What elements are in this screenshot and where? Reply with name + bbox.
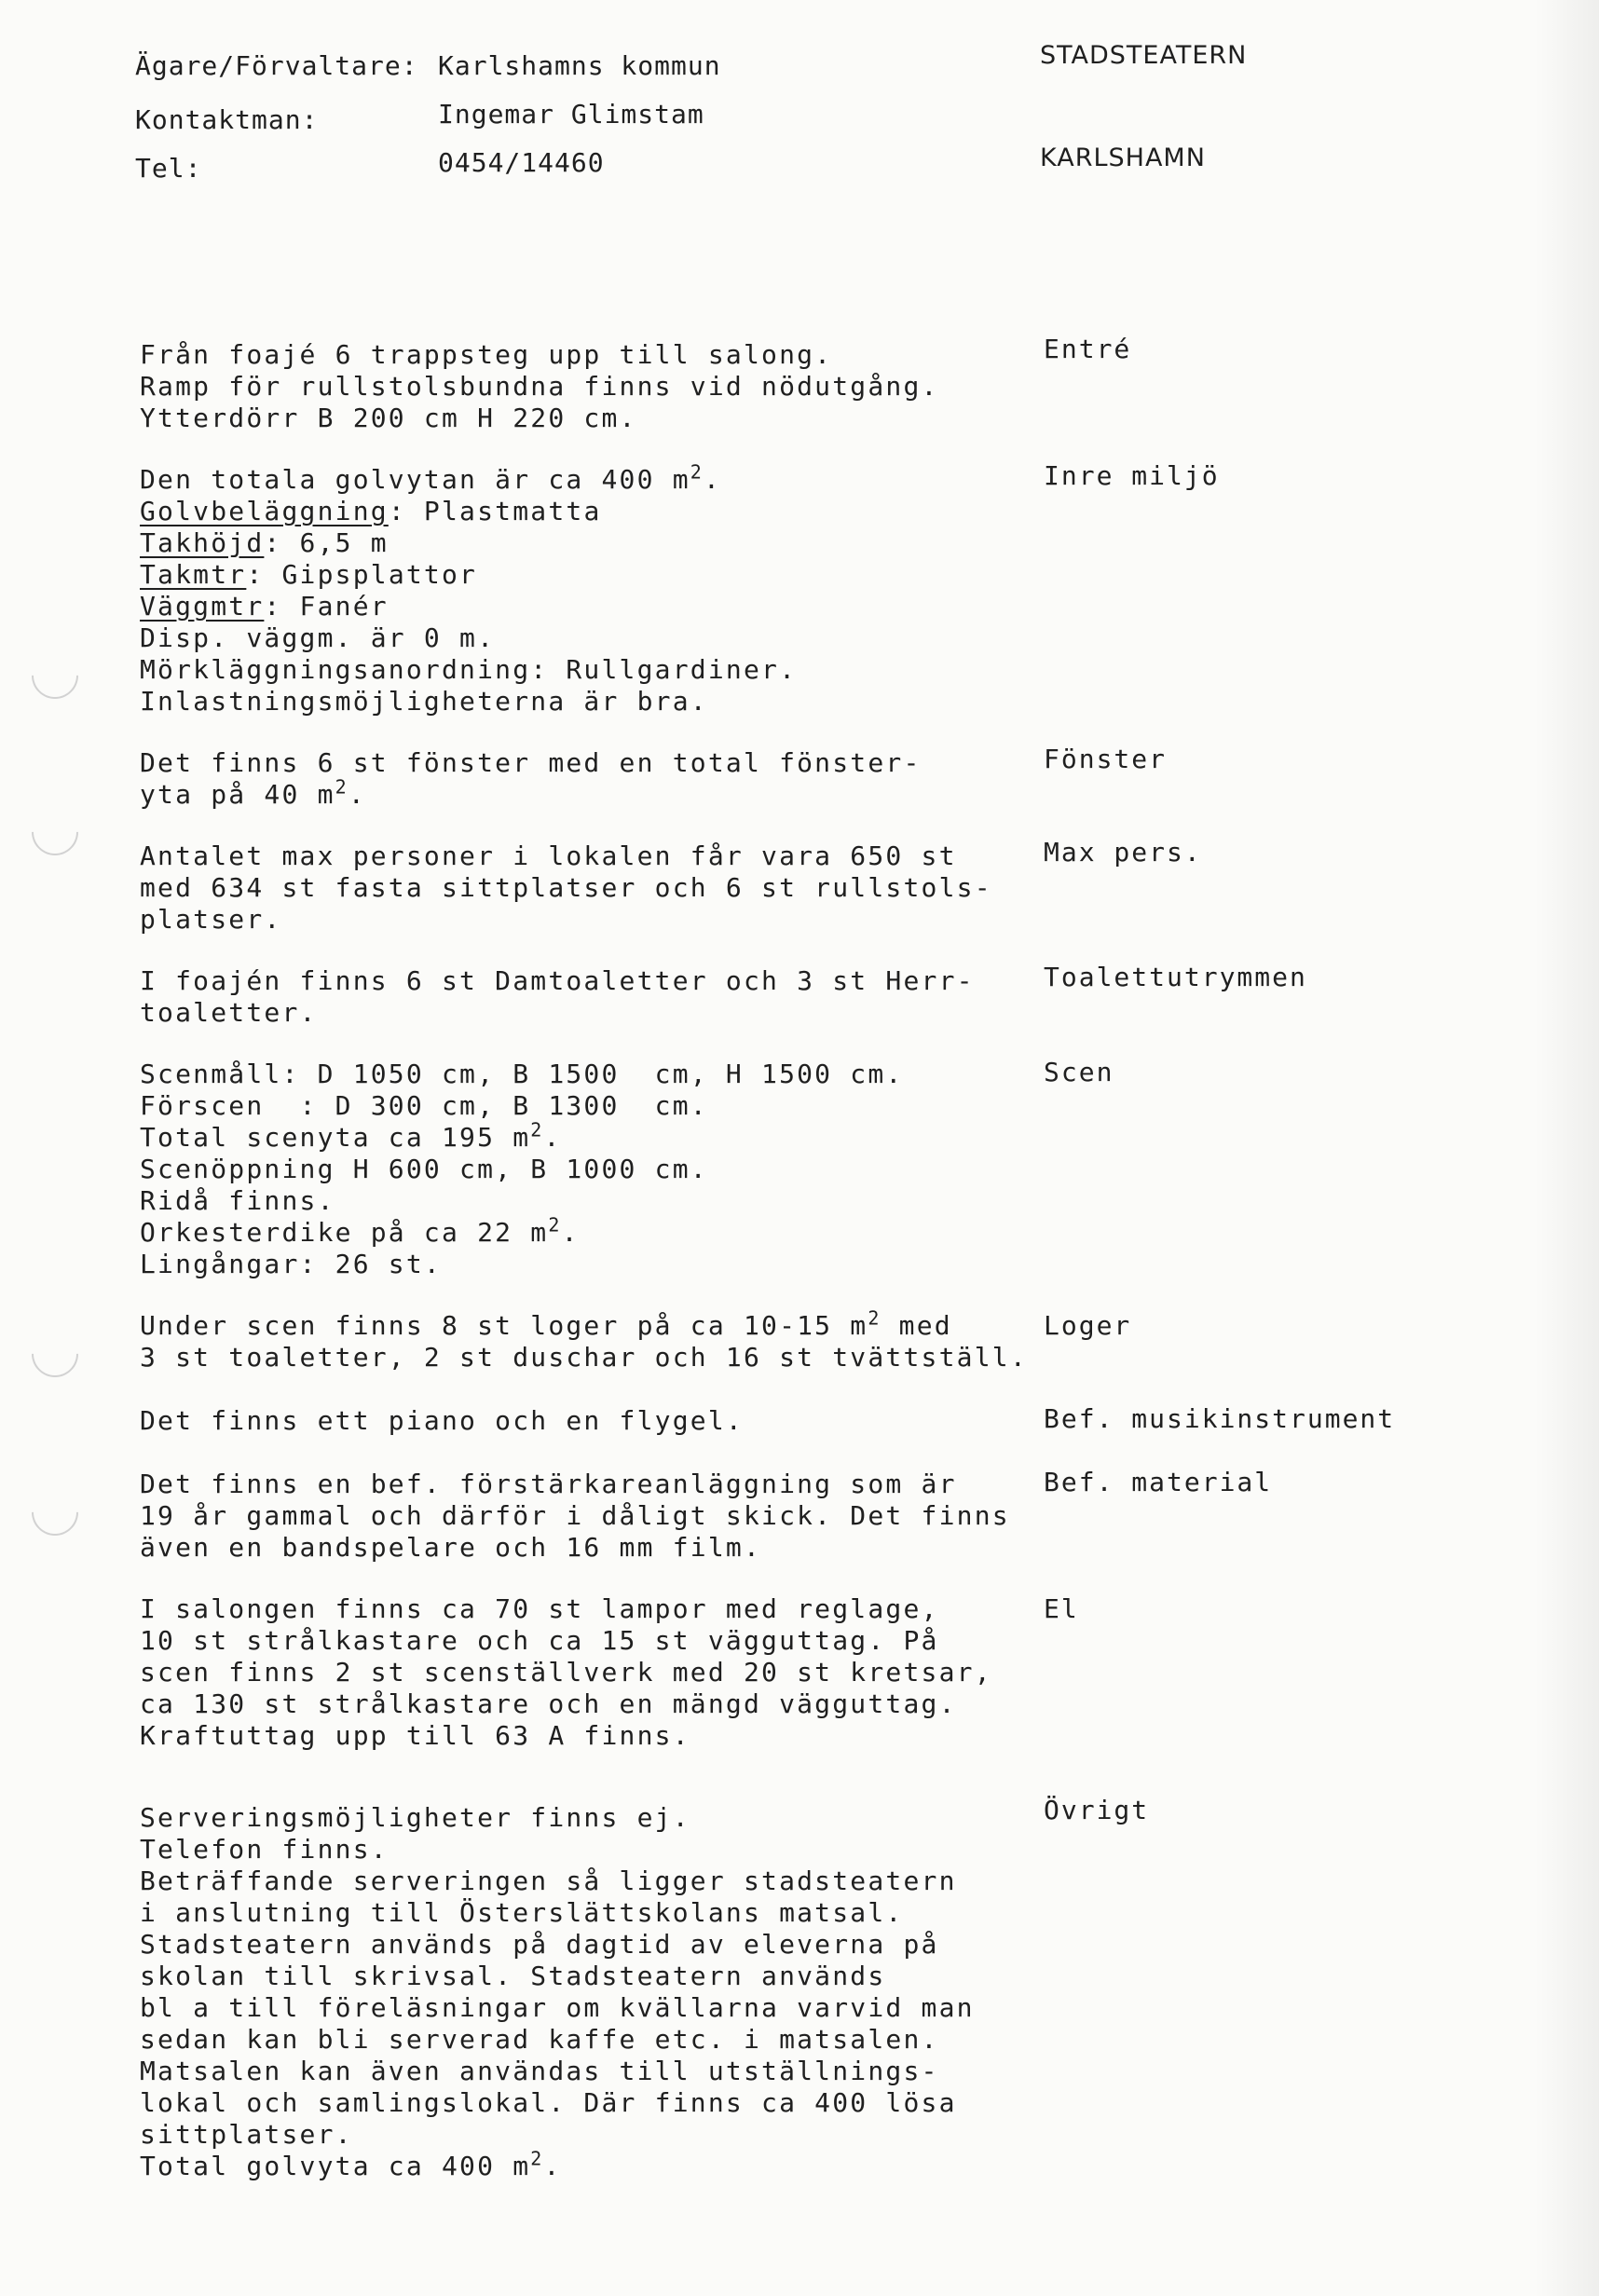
- inre-line-4: [140, 559, 1034, 591]
- superscript: 2: [530, 1118, 544, 1141]
- label-el: El: [1044, 1593, 1079, 1624]
- label-toaletter: Toalettutrymmen: [1044, 962, 1307, 992]
- owner-label: Ägare/Förvaltare:: [135, 50, 418, 81]
- scen-line-1: Scenmåll: D 1050 cm, B 1500 cm, H 1500 cm.: [140, 1059, 904, 1089]
- ovrigt-line-1: Serveringsmöjligheter finns ej.: [140, 1802, 690, 1833]
- label-fonster: Fönster: [1044, 744, 1168, 774]
- superscript: 2: [868, 1306, 882, 1330]
- max-line-1: Antalet max personer i lokalen får vara 650 st: [140, 840, 957, 871]
- inre-line-7: Mörkläggningsanordning: Rullgardiner.: [140, 654, 798, 685]
- contact-value: Ingemar Glimstam: [438, 99, 704, 130]
- section-musikinstrument: [140, 1405, 1034, 1437]
- scen-line-6-text: Orkesterdike på ca 22 m: [140, 1217, 549, 1248]
- loger-line-1-text: Under scen finns 8 st loger på ca 10-15 m: [140, 1310, 868, 1341]
- inre-val-vaggmtr: : Fanér: [264, 591, 389, 622]
- section-loger: [140, 1306, 1034, 1374]
- fonster-line-2-text: yta på 40 m: [140, 779, 335, 810]
- tel-label: Tel:: [135, 153, 202, 184]
- section-entre: [140, 339, 1034, 434]
- binder-hole: [22, 1480, 89, 1546]
- el-line-1: I salongen finns ca 70 st lampor med reglage,: [140, 1593, 939, 1624]
- label-inre-miljo: Inre miljö: [1044, 460, 1220, 491]
- fonster-line-2-end: .: [348, 779, 366, 810]
- scen-line-6-end: .: [561, 1217, 580, 1248]
- material-line-3: även en bandspelare och 16 mm film.: [140, 1532, 762, 1563]
- el-line-3: scen finns 2 st scenställverk med 20 st kretsar,: [140, 1657, 992, 1688]
- ovrigt-line-6: skolan till skrivsal. Stadsteatern används: [140, 1961, 886, 1991]
- ovrigt-line-7: bl a till föreläsningar om kvällarna varvid man: [140, 1992, 975, 2023]
- superscript: 2: [335, 775, 348, 799]
- inre-key-takmtr: Takmtr: [140, 559, 247, 590]
- label-loger: Loger: [1044, 1310, 1132, 1341]
- scen-line-4: Scenöppning H 600 cm, B 1000 cm.: [140, 1154, 708, 1184]
- label-entre: Entré: [1044, 334, 1132, 364]
- material-line-2: 19 år gammal och därför i dåligt skick. Det finns: [140, 1500, 1010, 1531]
- inre-val-golvbelaggning: : Plastmatta: [388, 496, 602, 526]
- ovrigt-line-8: sedan kan bli serverad kaffe etc. i matsalen.: [140, 2024, 939, 2055]
- inre-line-1: [140, 460, 1034, 496]
- max-line-3: platser.: [140, 904, 282, 935]
- scen-line-3: [140, 1118, 1034, 1154]
- scen-line-5: Ridå finns.: [140, 1185, 335, 1216]
- label-musikinstrument: Bef. musikinstrument: [1044, 1403, 1396, 1434]
- binder-hole: [22, 643, 89, 709]
- ovrigt-line-5: Stadsteatern används på dagtid av eleverna på: [140, 1929, 939, 1960]
- inre-line-8: Inlastningsmöjligheterna är bra.: [140, 686, 708, 717]
- ovrigt-line-12-text: Total golvyta ca 400 m: [140, 2151, 531, 2181]
- ovrigt-line-4: i anslutning till Österslättskolans matsal.: [140, 1897, 904, 1928]
- label-material: Bef. material: [1044, 1467, 1273, 1497]
- owner-value: Karlshamns kommun: [438, 50, 721, 81]
- ovrigt-line-3: Beträffande serveringen så ligger stadsteatern: [140, 1866, 957, 1896]
- inre-val-takmtr: : Gipsplattor: [246, 559, 478, 590]
- entre-line-2: Ramp för rullstolsbundna finns vid nödutgång.: [140, 371, 939, 402]
- entre-line-3: Ytterdörr B 200 cm H 220 cm.: [140, 403, 637, 433]
- inre-line-2: [140, 496, 1034, 527]
- contact-label: Kontaktman:: [135, 104, 319, 135]
- scen-line-2: Förscen : D 300 cm, B 1300 cm.: [140, 1090, 708, 1121]
- el-line-5: Kraftuttag upp till 63 A finns.: [140, 1720, 690, 1751]
- section-ovrigt: [140, 1802, 1034, 2182]
- inre-line-1-text: Den totala golvytan är ca 400 m: [140, 464, 690, 495]
- el-line-4: ca 130 st strålkastare och en mängd vägguttag.: [140, 1688, 957, 1719]
- superscript: 2: [690, 460, 704, 484]
- loger-line-1-end: med: [881, 1310, 952, 1341]
- page-edge-shadow: [1534, 0, 1599, 2296]
- inre-key-vaggmtr: Väggmtr: [140, 591, 265, 622]
- entre-line-1: Från foajé 6 trappsteg upp till salong.: [140, 339, 833, 370]
- ovrigt-line-10: lokal och samlingslokal. Där finns ca 400 lösa: [140, 2087, 957, 2118]
- section-fonster: [140, 747, 1034, 811]
- material-line-1: Det finns en bef. förstärkareanläggning som är: [140, 1469, 957, 1499]
- ovrigt-line-12-end: .: [543, 2151, 562, 2181]
- inre-line-1-end: .: [704, 464, 722, 495]
- label-max-pers: Max pers.: [1044, 837, 1202, 868]
- inre-val-takhojd: : 6,5 m: [264, 527, 389, 558]
- scen-line-3-end: .: [543, 1122, 562, 1153]
- superscript: 2: [530, 2147, 544, 2170]
- inre-line-6: Disp. väggm. är 0 m.: [140, 622, 496, 653]
- binder-hole: [22, 800, 89, 866]
- section-inre-miljo: [140, 460, 1034, 718]
- section-material: [140, 1469, 1034, 1564]
- label-scen: Scen: [1044, 1057, 1114, 1087]
- section-max-pers: [140, 840, 1034, 936]
- venue-name: STADSTEATERN: [1040, 41, 1248, 70]
- binder-hole: [22, 1321, 89, 1387]
- scen-line-7: Lingångar: 26 st.: [140, 1249, 442, 1279]
- fonster-line-2: [140, 775, 1034, 811]
- fonster-line-1: Det finns 6 st fönster med en total fönster-: [140, 747, 922, 778]
- loger-line-1: [140, 1306, 1034, 1342]
- inre-line-3: [140, 527, 1034, 559]
- toalett-line-1: I foajén finns 6 st Damtoaletter och 3 st Herr-: [140, 965, 975, 996]
- superscript: 2: [548, 1213, 562, 1237]
- max-line-2: med 634 st fasta sittplatser och 6 st rullstols-: [140, 872, 992, 903]
- venue-city: KARLSHAMN: [1040, 144, 1206, 172]
- ovrigt-line-11: sittplatser.: [140, 2119, 353, 2150]
- ovrigt-line-9: Matsalen kan även användas till utställnings-: [140, 2056, 939, 2086]
- ovrigt-line-12: [140, 2147, 1034, 2182]
- inre-line-5: [140, 591, 1034, 622]
- section-el: [140, 1593, 1034, 1752]
- inre-key-takhojd: Takhöjd: [140, 527, 265, 558]
- tel-value: 0454/14460: [438, 147, 605, 178]
- section-toaletter: [140, 965, 1034, 1029]
- scen-line-6: [140, 1213, 1034, 1249]
- section-scen: [140, 1059, 1034, 1280]
- musik-line-1: Det finns ett piano och en flygel.: [140, 1405, 744, 1436]
- label-ovrigt: Övrigt: [1044, 1795, 1150, 1825]
- inre-key-golvbelaggning: Golvbeläggning: [140, 496, 389, 526]
- loger-line-2: 3 st toaletter, 2 st duschar och 16 st tvättställ.: [140, 1342, 1028, 1373]
- ovrigt-line-2: Telefon finns.: [140, 1834, 389, 1865]
- toalett-line-2: toaletter.: [140, 997, 318, 1028]
- el-line-2: 10 st strålkastare och ca 15 st vägguttag. På: [140, 1625, 939, 1656]
- scen-line-3-text: Total scenyta ca 195 m: [140, 1122, 531, 1153]
